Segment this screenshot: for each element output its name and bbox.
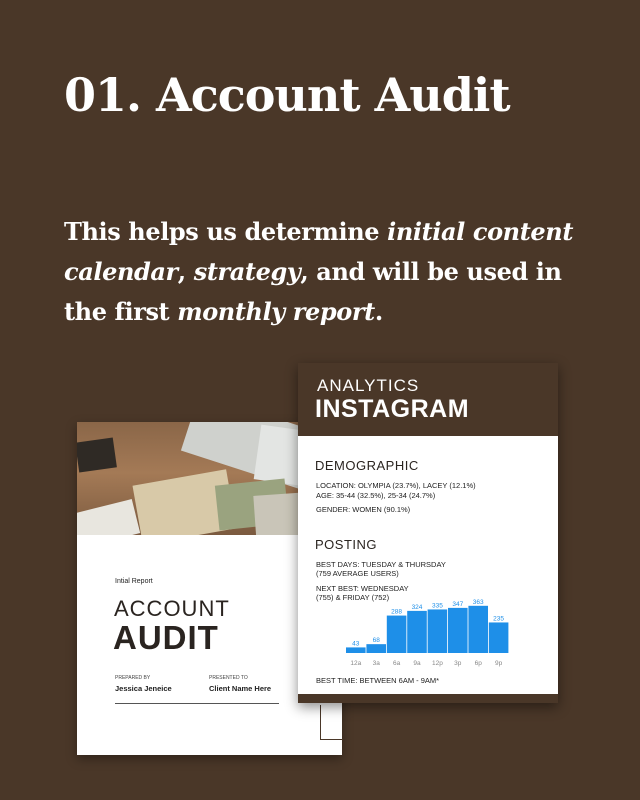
photo-paper-corner xyxy=(77,499,140,535)
category-label-6a: 6a xyxy=(392,660,401,667)
photo-dark-object xyxy=(77,438,117,473)
instagram-title: INSTAGRAM xyxy=(315,395,470,423)
analytics-kicker: ANALYTICS xyxy=(317,376,420,395)
value-label-9p: 235 xyxy=(493,615,505,623)
intro-emphasis-1: initial content calendar xyxy=(64,217,574,286)
bar-12a xyxy=(346,647,366,653)
bar-9a xyxy=(407,611,427,653)
bar-6a xyxy=(387,616,407,653)
category-label-12a: 12a xyxy=(350,660,362,667)
posting-heading: POSTING xyxy=(315,537,378,552)
intro-part-3: , and will be used in the first xyxy=(64,257,562,326)
value-label-12p: 335 xyxy=(431,602,443,610)
value-label-3a: 68 xyxy=(372,637,380,645)
intro-text xyxy=(64,212,584,332)
bar-3p xyxy=(448,608,468,653)
intro-emphasis-2: strategy xyxy=(193,257,301,286)
presented-to-label: PRESENTED TO xyxy=(209,675,248,681)
posting-best-days: BEST DAYS: TUESDAY & THURSDAY (759 AVERAGE USERS) xyxy=(316,560,446,578)
posting-times-bar-chart xyxy=(298,596,558,671)
intro-part-4: . xyxy=(374,297,383,326)
prepared-by-label: PREPARED BY xyxy=(115,675,151,681)
initial-report-label: Intial Report xyxy=(115,578,153,585)
intro-part-1: This helps us determine xyxy=(64,217,388,246)
category-label-12p: 12p xyxy=(431,660,443,667)
doc-title-audit: AUDIT xyxy=(113,619,219,656)
instagram-analytics-card xyxy=(298,363,558,703)
category-label-3p: 3p xyxy=(454,660,462,667)
value-label-12a: 43 xyxy=(352,640,360,648)
category-label-9p: 9p xyxy=(494,660,503,667)
bar-3a xyxy=(366,644,386,653)
prepared-by-name: Jessica Jeneice xyxy=(115,684,172,693)
demographic-gender: GENDER: WOMEN (90.1%) xyxy=(316,505,411,514)
doc-title-account: ACCOUNT xyxy=(114,596,230,621)
value-label-3p: 347 xyxy=(452,600,464,608)
bar-6p xyxy=(468,606,488,653)
presented-to-name: Client Name Here xyxy=(209,684,272,693)
value-label-6p: 363 xyxy=(472,598,484,606)
category-label-3a: 3a xyxy=(372,660,380,667)
value-label-9a: 324 xyxy=(411,603,423,611)
bar-12p xyxy=(428,609,448,653)
demographic-location: LOCATION: OLYMPIA (23.7%), LACEY (12.1%) xyxy=(316,481,476,490)
posting-next-best: NEXT BEST: WEDNESDAY (755) & FRIDAY (752) xyxy=(316,584,409,602)
category-label-6p: 6p xyxy=(474,660,482,667)
doc-corner-outline xyxy=(320,705,343,740)
posting-best-time: BEST TIME: BETWEEN 6AM - 9AM* xyxy=(316,676,440,685)
demographic-heading: DEMOGRAPHIC xyxy=(315,458,419,473)
signature-line xyxy=(115,703,279,704)
intro-part-2: , xyxy=(177,257,194,286)
demographic-age: AGE: 35-44 (32.5%), 25-34 (24.7%) xyxy=(316,491,436,500)
bar-9p xyxy=(489,622,509,653)
analytics-body xyxy=(298,436,558,694)
page-heading: 01. Account Audit xyxy=(64,68,510,122)
category-label-9a: 9a xyxy=(413,660,421,667)
intro-emphasis-3: monthly report xyxy=(177,297,375,326)
value-label-6a: 288 xyxy=(391,608,403,616)
